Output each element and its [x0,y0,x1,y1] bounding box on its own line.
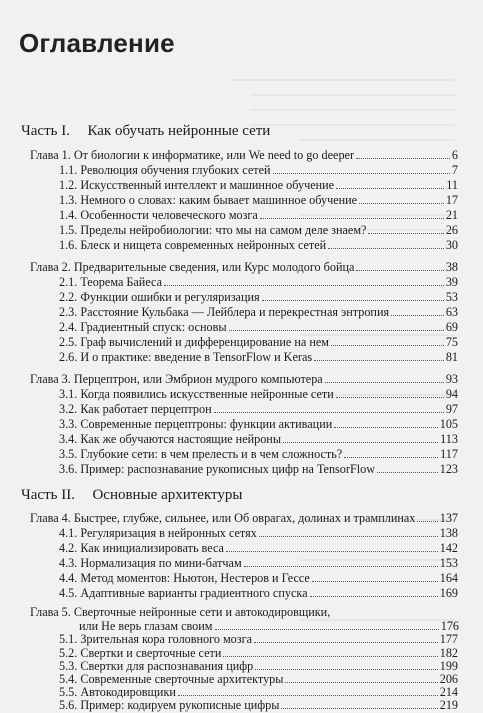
page-number: 69 [445,320,458,334]
leader-dots [391,305,444,316]
chapter-title: Глава 4. Быстрее, глубже, сильнее, или Об оврагах, долинах и трамплинах [30,511,416,525]
page-number: 176 [440,619,459,634]
section-entry[interactable] [59,238,458,253]
page-number: 206 [439,672,458,686]
leader-dots [310,586,438,597]
page-title: Оглавление [19,28,175,58]
section-entry[interactable] [59,672,458,685]
section-title: 4.3. Нормализация по мини-батчам [59,556,242,570]
page-number: 75 [445,335,458,349]
leader-dots [259,526,438,537]
section-title: 5.6. Пример: кодируем рукописные цифры [59,698,280,713]
leader-dots [254,632,438,643]
page-number: 30 [445,238,458,252]
chapter-title-line2: или Не верь глазам своим [79,619,213,634]
section-entry[interactable] [59,659,458,672]
chapter-entry[interactable] [79,619,459,632]
chapter-title: Глава 1. От биологии к информатике, или We need to go deeper [30,148,355,162]
section-entry[interactable] [59,698,458,711]
section-entry[interactable] [59,586,458,601]
section-title: 3.4. Как же обучаются настоящие нейроны [59,432,282,446]
chapter-entry[interactable] [30,148,458,163]
section-title: 2.5. Граф вычислений и дифференцирование на нем [59,335,329,349]
chapter-title: Глава 3. Перцептрон, или Эмбрион мудрого компьютера [30,372,323,386]
leader-dots [229,320,444,331]
leader-dots [314,350,444,361]
section-entry[interactable] [59,223,458,238]
section-title: 3.6. Пример: распознавание рукописных цифр на TensorFlow [59,462,376,476]
section-entry[interactable] [59,178,458,193]
section-entry[interactable] [59,387,458,402]
section-title: 1.2. Искусственный интеллект и машинное обучение [59,178,335,192]
page-number: 7 [451,163,458,177]
section-title: 4.5. Адаптивные варианты градиентного спуска [59,586,308,600]
section-entry[interactable] [59,432,458,447]
section-title: 2.2. Функции ошибки и регуляризация [59,290,260,304]
page-number: 17 [445,193,458,207]
section-title: 2.6. И о практике: введение в TensorFlow и Keras [59,350,313,364]
chapter-title-line1[interactable]: Глава 5. Сверточные нейронные сети и автокодировщики, [30,605,331,619]
chapter-entry[interactable] [30,511,458,526]
page-number: 182 [439,645,458,660]
section-title: 1.1. Революция обучения глубоких сетей [59,163,271,177]
leader-dots [331,335,444,346]
page-number: 169 [439,586,458,600]
page-number: 11 [446,178,458,192]
section-entry[interactable] [59,320,458,335]
leader-dots [336,178,444,189]
leader-dots [244,556,438,567]
section-entry[interactable] [59,275,458,290]
section-title: 1.3. Немного о словах: каким бывает машинное обучение [59,193,358,207]
page-number: 142 [439,541,458,555]
page-number: 53 [445,290,458,304]
leader-dots [283,432,438,443]
leader-dots [328,238,444,249]
page-number: 21 [445,208,458,222]
leader-dots [255,659,437,670]
section-title: 2.1. Теорема Байеса [59,275,163,289]
section-entry[interactable] [59,556,458,571]
leader-dots [164,275,444,286]
section-title: 1.4. Особенности человеческого мозга [59,208,258,222]
page-number: 164 [439,571,458,585]
section-entry[interactable] [59,305,458,320]
page-number: 81 [445,350,458,364]
leader-dots [417,511,437,522]
section-title: 3.2. Как работает перцептрон [59,402,212,416]
section-entry[interactable] [59,462,458,477]
section-title: 3.3. Современные перцептроны: функции активации [59,417,333,431]
leader-dots [273,163,450,174]
part-label: Часть I. [21,123,70,139]
section-entry[interactable] [59,571,458,586]
section-entry[interactable] [59,646,458,659]
section-title: 4.4. Метод моментов: Ньютон, Нестеров и Гессе [59,571,310,585]
section-entry[interactable] [59,526,458,541]
leader-dots [336,387,444,398]
section-title: 1.5. Пределы нейробиологии: что мы на самом деле знаем? [59,223,367,237]
section-title: 3.1. Когда появились искусственные нейронные сети [59,387,334,401]
page-number: 199 [439,658,458,673]
leader-dots [262,290,444,301]
page-number: 38 [445,260,458,274]
section-entry[interactable] [59,193,458,208]
section-title: 5.5. Автокодировщики [59,685,176,700]
page-number: 94 [445,387,458,401]
section-title: 2.4. Градиентный спуск: основы [59,320,227,334]
leader-dots [215,619,439,630]
leader-dots [178,685,438,696]
section-title: 2.3. Расстояние Кульбака — Лейблера и перекрестная энтропия [59,305,390,319]
chapter-title: Глава 2. Предварительные сведения, или Курс молодого бойца [30,260,355,274]
leader-dots [281,698,437,709]
part-heading [21,123,270,139]
page-number: 113 [440,432,458,446]
part-heading [21,487,243,503]
section-entry[interactable] [59,447,458,462]
chapter-entry[interactable] [30,372,458,387]
section-entry[interactable] [59,335,458,350]
section-entry[interactable] [59,417,458,432]
leader-dots [312,571,438,582]
section-entry[interactable] [59,290,458,305]
chapter-entry[interactable] [30,260,458,275]
section-title: 5.1. Зрительная кора головного мозга [59,632,252,647]
page-number: 138 [439,526,458,540]
section-title: 4.2. Как инициализировать веса [59,541,224,555]
section-entry[interactable] [59,163,458,178]
leader-dots [356,260,443,271]
section-entry[interactable] [59,350,458,365]
section-entry[interactable] [59,685,458,698]
page-number: 97 [445,402,458,416]
page-number: 214 [439,685,458,700]
section-entry[interactable] [59,208,458,223]
leader-dots [356,148,450,159]
leader-dots [377,462,438,473]
section-title: 5.4. Современные сверточные архитектуры [59,672,284,686]
leader-dots [344,447,438,458]
section-entry[interactable] [59,541,458,556]
leader-dots [359,193,444,204]
page-number: 93 [445,372,458,386]
section-entry[interactable] [59,632,458,645]
part-label: Часть II. [21,487,75,503]
leader-dots [285,672,437,683]
section-title: 5.3. Свертки для распознавания цифр [59,658,254,673]
leader-dots [226,541,438,552]
page-number: 39 [445,275,458,289]
part-name: Основные архитектуры [92,487,243,503]
page-number: 153 [439,556,458,570]
section-entry[interactable] [59,402,458,417]
page-number: 177 [439,632,458,647]
leader-dots [223,646,437,657]
page-number: 219 [439,698,458,713]
section-title: 1.6. Блеск и нищета современных нейронных сетей [59,238,327,252]
page-number: 117 [440,447,458,461]
part-name: Как обучать нейронные сети [87,123,271,139]
page-number: 105 [439,417,458,431]
page-number: 63 [445,305,458,319]
leader-dots [260,208,444,219]
section-title: 3.5. Глубокие сети: в чем прелесть и в чем сложность? [59,447,343,461]
page-number: 137 [439,511,458,525]
leader-dots [334,417,437,428]
leader-dots [368,223,443,234]
leader-dots [325,372,444,383]
page-number: 123 [439,462,458,476]
leader-dots [214,402,444,413]
page-number: 26 [445,223,458,237]
section-title: 5.2. Свертки и сверточные сети [59,645,222,660]
section-title: 4.1. Регуляризация в нейронных сетях [59,526,257,540]
page-number: 6 [451,148,458,162]
